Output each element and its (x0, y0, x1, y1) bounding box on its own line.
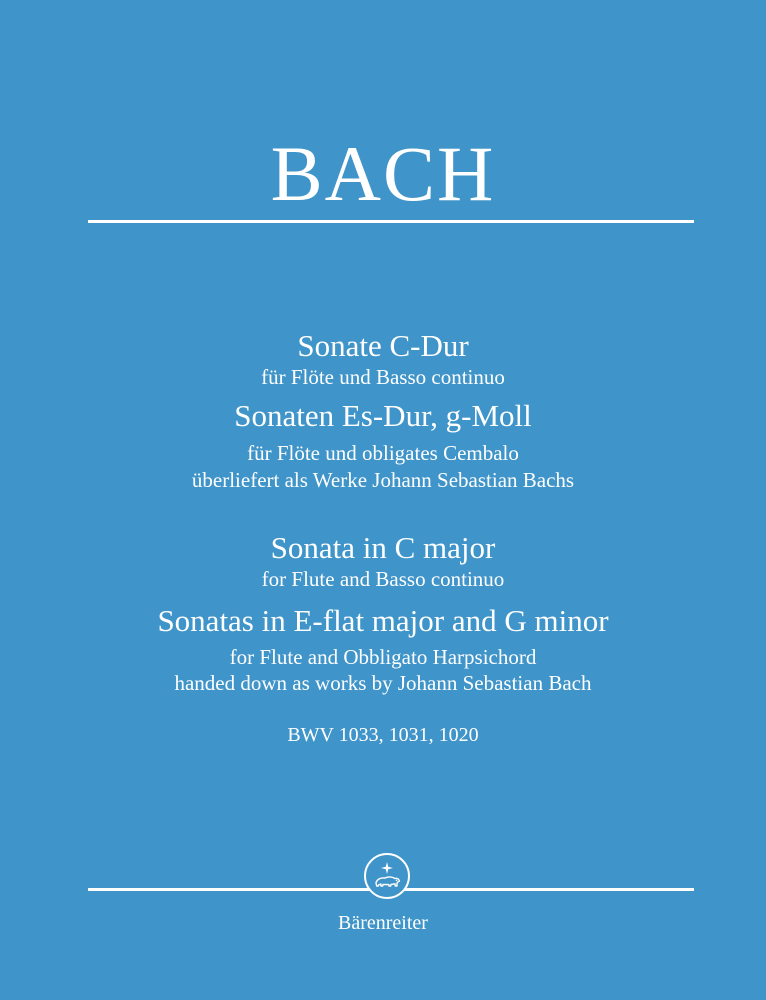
german-subtitle-3: überliefert als Werke Johann Sebastian Bachs (191, 468, 575, 492)
english-subtitle-1: for Flute and Basso continuo (261, 567, 505, 591)
english-title-2: Sonatas in E-flat major and G minor (157, 603, 609, 638)
top-divider (88, 220, 694, 223)
german-subtitle-1: für Flöte und Basso continuo (261, 365, 505, 389)
composer-name: BACH (270, 130, 496, 217)
english-subtitle-2: for Flute and Obbligato Harpsichord (229, 645, 537, 669)
english-title-1: Sonata in C major (270, 530, 496, 565)
german-title-1: Sonate C-Dur (297, 328, 469, 363)
english-subtitle-3: handed down as works by Johann Sebastian Bach (174, 671, 592, 695)
german-subtitle-2: für Flöte und obligates Cembalo (247, 441, 519, 465)
catalog-numbers: BWV 1033, 1031, 1020 (287, 724, 479, 746)
publisher-name: Bärenreiter (338, 912, 428, 934)
german-title-2: Sonaten Es-Dur, g-Moll (234, 398, 532, 433)
bear-star-emblem-icon (364, 853, 410, 899)
